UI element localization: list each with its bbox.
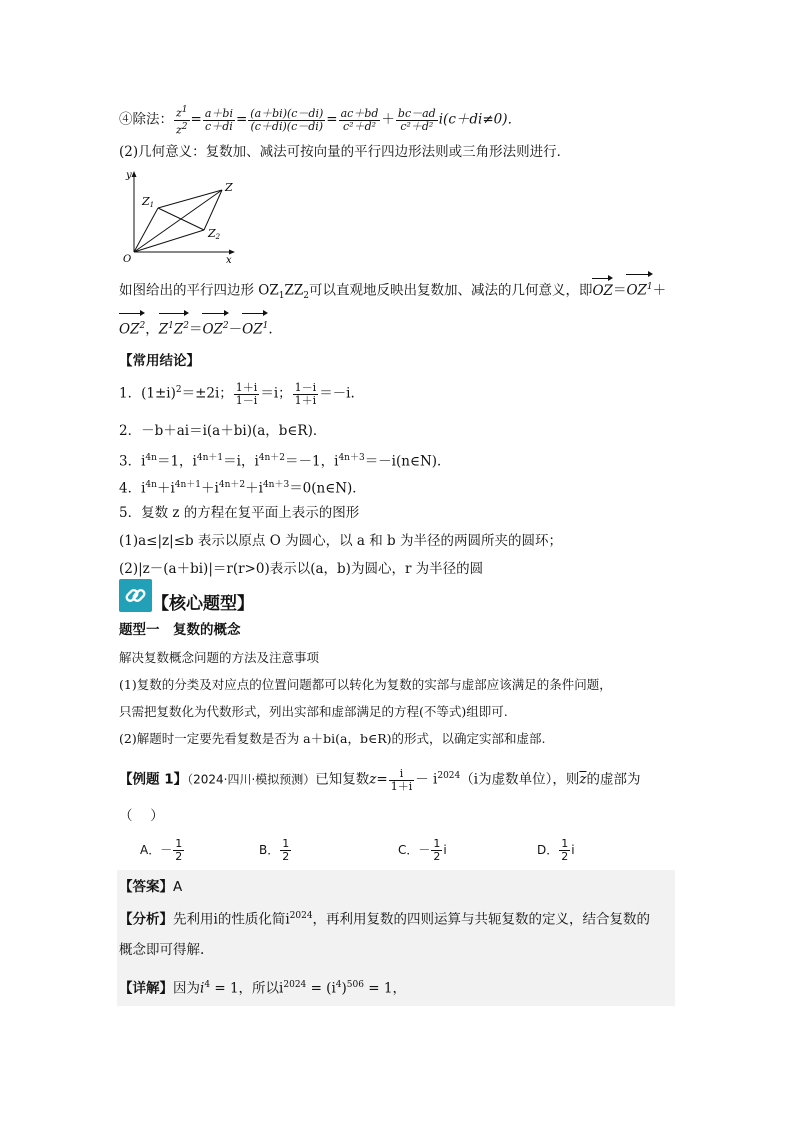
diagonal-z1-z2 <box>158 208 204 230</box>
conjugate-z: $\overline{z}$ <box>579 771 587 788</box>
parallelogram-text-1: 如图给出的平行四边形 $OZ_1ZZ_2$可以直观地反映出复数加、减法的几何意义，即$OZ=OZ^1+$ <box>119 277 666 306</box>
vector-oz1: $OZ^1$ <box>626 277 652 301</box>
example-paren: （ ） <box>119 808 164 824</box>
fraction-1: $\frac{a+bi}{c+di}$ <box>204 106 233 133</box>
conclusion-5-2: (2)|z－(a＋bi)|＝r(r>0)表示以(a，b)为圆心，r 为半径的圆 <box>119 561 484 577</box>
common-heading: 【常用结论】 <box>119 353 200 369</box>
fraction-c1-a: $\frac{1+i}{1-i}$ <box>235 380 258 407</box>
example-1: 【例题 1】（2024·四川·模拟预测）已知复数z= $\frac{i}{1+i}$ － $i^{2024}(i$为虚数单位），则$\overline{z}$的虚部为 <box>119 766 641 793</box>
choice-d[interactable]: D． $\frac{1}{2}$ i <box>537 837 575 863</box>
analysis-line-1: 【分析】先利用i的性质化简$i^{2024}$，再利用复数的四则运算与共轭复数的定义，结合复数的 <box>119 911 651 928</box>
parallelogram-text-2: $OZ^2$，$Z^1Z^2=OZ^2-OZ^1$. <box>119 316 273 340</box>
section-title: 【核心题型】 <box>152 594 254 614</box>
conclusion-2: 2．－b＋ai＝i(a＋bi)(a，b∈R)． <box>119 423 327 439</box>
conclusion-4: 4．$i^{4n}+i^{4n+1}+i^{4n+2}+i^{4n+3}=0(n\in N)$． <box>119 480 366 497</box>
fraction-2: $\frac{(a+bi)(c-di)}{(c+di)(c-di)}$ <box>250 106 324 133</box>
choice-a[interactable]: A．－ $\frac{1}{2}$ <box>140 837 183 863</box>
analysis-line-2: 概念即可得解. <box>119 942 205 958</box>
fraction-c1-b: $\frac{1-i}{1+i}$ <box>294 380 317 407</box>
detail-line: 【详解】因为$i^4 = 1$，所以$i^{2024} = (i^4)^{506} = 1$， <box>119 980 406 997</box>
conclusion-1: 1．$(1\pm i)^2=\pm 2i$； $\frac{1+i}{1-i}$ ＝i； $\frac{1-i}{1+i}$ ＝－i. <box>119 380 355 407</box>
x-arrow <box>229 250 235 255</box>
choice-b[interactable]: B． $\frac{1}{2}$ <box>259 837 290 863</box>
x-label: x <box>226 255 232 264</box>
type1-paragraph-1b: 只需把复数化为代数形式，列出实部和虚部满足的方程(不等式)组即可. <box>119 704 508 719</box>
z-ratio: $\frac{z^1}{z^2}$ <box>176 105 188 137</box>
fraction-3: $\frac{ac+bd}{\text{c²＋d²}}$ <box>340 106 379 133</box>
parallelogram-figure <box>120 168 240 264</box>
link-icon <box>119 579 152 612</box>
z1-label: Z1 <box>142 195 155 209</box>
conclusion-5-1: (1)a≤|z|≤b 表示以原点 O 为圆心，以 a 和 b 为半径的两圆所夹的圆环； <box>119 533 562 549</box>
division-formula: ④除法： $\frac{z^1}{z^2}$ = $\frac{a+bi}{c+di}$ = $\frac{(a+bi)(c-di)}{(c+di)(c-di)}$ = $\frac{ac+bd}{\text{c²＋d²}}$ ＋ $\frac{bc-ad}{\text{c²＋d²}}$ i(c＋di≠0)． <box>119 105 522 137</box>
y-label: y <box>126 170 132 181</box>
vector-oz2: $OZ^2$ <box>119 316 145 340</box>
z-label: Z <box>225 181 233 194</box>
fraction-4: $\frac{bc-ad}{\text{c²＋d²}}$ <box>397 106 436 133</box>
z2-label: Z2 <box>208 227 221 241</box>
type1-paragraph-2: (2)解题时一定要先看复数是否为 a＋bi(a，b∈R)的形式，以确定实部和虚部. <box>119 731 546 746</box>
vector-oz2-b: $OZ^2$ <box>202 316 228 340</box>
choice-c[interactable]: C．－ $\frac{1}{2}$ i <box>398 837 447 863</box>
type1-subtitle: 解决复数概念问题的方法及注意事项 <box>119 650 320 665</box>
example-fraction: $\frac{i}{1+i}$ <box>390 766 413 793</box>
geometry-title: (2)几何意义：复数加、减法可按向量的平行四边形法则或三角形法则进行． <box>119 144 571 160</box>
conclusion-5: 5．复数 z 的方程在复平面上表示的图形 <box>119 505 360 521</box>
origin-label: O <box>123 254 132 264</box>
answer-line: 【答案】A <box>119 879 183 895</box>
type1-title: 题型一 复数的概念 <box>119 622 241 638</box>
type1-paragraph-1a: (1)复数的分类及对应点的位置问题都可以转化为复数的实部与虚部应该满足的条件问题， <box>119 677 612 692</box>
segment-z1-z <box>158 190 222 208</box>
vector-oz1-b: $OZ^1$ <box>242 316 268 340</box>
vector-oz: OZ <box>592 282 613 299</box>
vector-z1z2: $Z^1Z^2$ <box>159 316 189 340</box>
conclusion-3: 3．$i^{4n}=1$，$i^{4n+1}=i$，$i^{4n+2}=-1$，$i^{4n+3}=-i(n\in N)$． <box>119 453 451 470</box>
y-arrow <box>132 171 137 177</box>
